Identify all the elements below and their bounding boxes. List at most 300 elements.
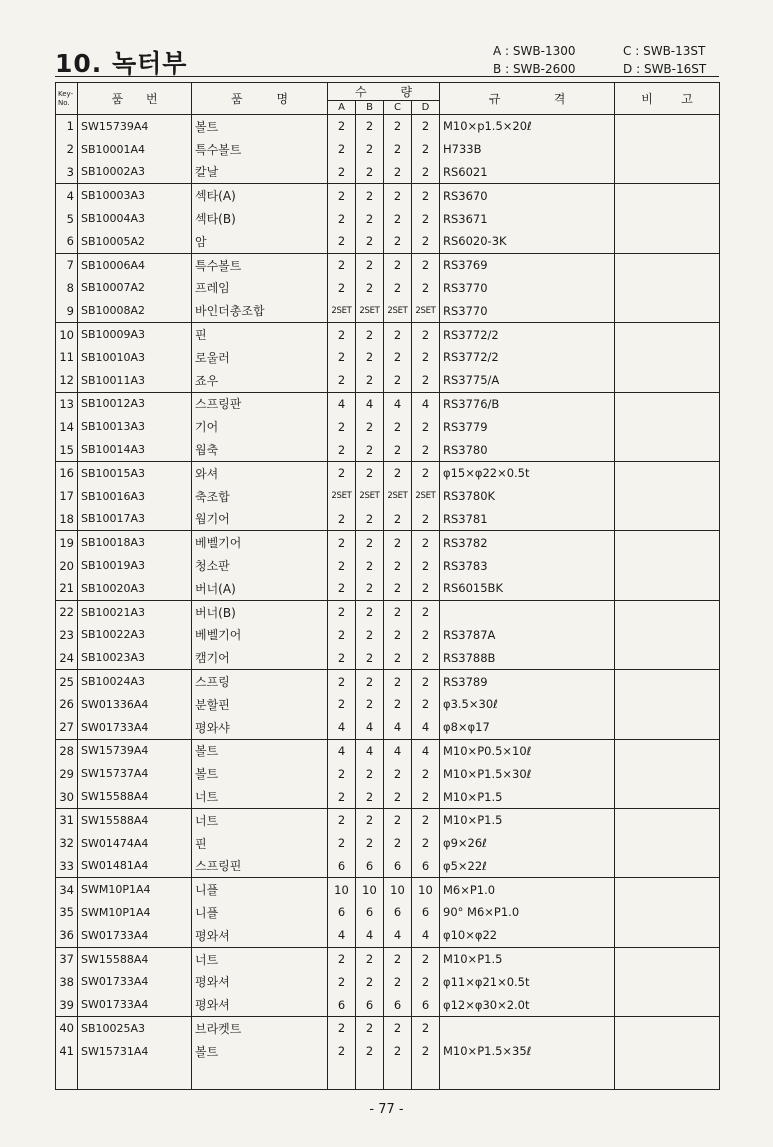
qty-a-cell: 2 [328,600,356,623]
qty-c-cell: 2 [384,115,412,138]
qty-b-cell: 2 [356,230,384,253]
qty-c-cell: 2 [384,207,412,230]
qty-a-cell: 2 [328,346,356,369]
qty-c-cell: 2 [384,970,412,993]
spec-cell: φ11×φ21×0.5t [440,970,615,993]
spec-cell: M10×P1.5 [440,947,615,970]
remarks-cell [615,115,720,138]
qty-a-cell: 2SET [328,299,356,322]
qty-a-cell: 2SET [328,485,356,508]
remarks-cell [615,554,720,577]
table-row [56,600,720,623]
part-name-cell: 프레임 [192,277,328,300]
remarks-cell [615,461,720,484]
qty-d-cell: 2 [412,207,440,230]
key-no-cell: 7 [56,253,78,276]
remarks-cell [615,1040,720,1063]
remarks-cell [615,947,720,970]
table-row [56,646,720,669]
qty-c-cell: 2 [384,646,412,669]
key-no-cell: 28 [56,739,78,762]
qty-a-cell: 10 [328,878,356,901]
part-number-cell: SB10014A3 [78,438,192,461]
spec-cell: M10×P1.5 [440,785,615,808]
part-name-cell: 평와샤 [192,716,328,739]
part-name-cell: 볼트 [192,1040,328,1063]
part-number-cell: SW01481A4 [78,855,192,878]
qty-a-cell: 2 [328,531,356,554]
qty-d-cell: 2 [412,508,440,531]
empty-cell [56,1063,78,1090]
qty-d-cell: 2 [412,577,440,600]
key-no-cell: 13 [56,392,78,415]
qty-d-cell: 2 [412,461,440,484]
part-number-cell: SB10006A4 [78,253,192,276]
qty-a-cell: 2 [328,438,356,461]
table-row [56,785,720,808]
key-no-cell: 31 [56,808,78,831]
key-no-cell: 41 [56,1040,78,1063]
qty-b-cell: 2SET [356,485,384,508]
part-number-cell: SWM10P1A4 [78,878,192,901]
key-no-cell: 30 [56,785,78,808]
part-name-cell: 암 [192,230,328,253]
qty-b-cell: 2 [356,785,384,808]
key-no-cell: 11 [56,346,78,369]
remarks-cell [615,138,720,161]
spec-cell: M10×p1.5×20ℓ [440,115,615,138]
qty-d-cell: 2 [412,808,440,831]
part-number-cell: SB10005A2 [78,230,192,253]
qty-c-cell: 2 [384,762,412,785]
table-row [56,808,720,831]
key-no-cell: 19 [56,531,78,554]
qty-b-cell: 2 [356,762,384,785]
qty-a-cell: 2 [328,646,356,669]
spec-cell: RS3772/2 [440,346,615,369]
part-name-cell: 평와셔 [192,993,328,1016]
remarks-cell [615,230,720,253]
table-row [56,115,720,138]
qty-b-cell: 2 [356,1040,384,1063]
key-no-cell: 20 [56,554,78,577]
key-no-cell: 16 [56,461,78,484]
spec-cell: RS3779 [440,415,615,438]
qty-d-cell: 2 [412,832,440,855]
table-row [56,207,720,230]
table-row [56,508,720,531]
table-row [56,554,720,577]
model-legend-item: B : SWB-2600 [493,62,576,76]
qty-b-cell: 2SET [356,299,384,322]
table-row [56,624,720,647]
qty-c-cell: 2SET [384,299,412,322]
qty-a-cell: 2 [328,808,356,831]
key-no-cell: 8 [56,277,78,300]
qty-b-cell: 2 [356,1017,384,1040]
remarks-cell [615,878,720,901]
model-legend-item: D : SWB-16ST [623,62,707,76]
empty-cell [78,1063,192,1090]
qty-b-cell: 2 [356,115,384,138]
qty-d-cell: 2 [412,369,440,392]
part-number-cell: SB10013A3 [78,415,192,438]
qty-d-cell: 2 [412,554,440,577]
remarks-cell [615,924,720,947]
qty-c-cell: 2 [384,531,412,554]
key-no-cell: 17 [56,485,78,508]
empty-cell [440,1063,615,1090]
qty-b-cell: 2 [356,184,384,207]
part-name-cell: 너트 [192,947,328,970]
qty-d-cell: 2 [412,323,440,346]
part-number-cell: SW15731A4 [78,1040,192,1063]
table-row [56,161,720,184]
qty-a-cell: 2 [328,253,356,276]
empty-cell [412,1063,440,1090]
key-no-cell: 38 [56,970,78,993]
spec-cell: RS3789 [440,670,615,693]
part-name-cell: 너트 [192,808,328,831]
spec-cell: RS6020-3K [440,230,615,253]
key-no-cell: 12 [56,369,78,392]
qty-d-cell: 2 [412,161,440,184]
qty-c-cell: 2 [384,230,412,253]
key-no-cell: 27 [56,716,78,739]
qty-d-cell: 2 [412,277,440,300]
qty-c-cell: 2 [384,277,412,300]
header-remarks: 비 고 [615,83,720,115]
part-number-cell: SB10020A3 [78,577,192,600]
table-row [56,762,720,785]
qty-a-cell: 2 [328,184,356,207]
part-name-cell: 섹타(A) [192,184,328,207]
table-row [56,138,720,161]
table-row [56,693,720,716]
qty-d-cell: 10 [412,878,440,901]
header-qty-b: B [356,101,384,115]
part-number-cell: SB10011A3 [78,369,192,392]
qty-a-cell: 2 [328,508,356,531]
part-name-cell: 평와셔 [192,924,328,947]
qty-c-cell: 2SET [384,485,412,508]
part-number-cell: SW01733A4 [78,924,192,947]
table-row [56,947,720,970]
spec-cell: φ3.5×30ℓ [440,693,615,716]
table-row [56,485,720,508]
table-row [56,369,720,392]
qty-b-cell: 2 [356,207,384,230]
table-row [56,461,720,484]
qty-d-cell: 4 [412,739,440,762]
spec-cell: φ5×22ℓ [440,855,615,878]
remarks-cell [615,624,720,647]
spec-cell: RS3671 [440,207,615,230]
part-name-cell: 죠우 [192,369,328,392]
spec-cell: RS3776/B [440,392,615,415]
spec-cell: M10×P1.5×30ℓ [440,762,615,785]
qty-b-cell: 2 [356,832,384,855]
part-number-cell: SW01336A4 [78,693,192,716]
key-no-cell: 36 [56,924,78,947]
qty-d-cell: 4 [412,716,440,739]
spec-cell: φ12×φ30×2.0t [440,993,615,1016]
spec-cell: RS3770 [440,299,615,322]
remarks-cell [615,993,720,1016]
key-no-cell: 39 [56,993,78,1016]
key-no-cell: 40 [56,1017,78,1040]
qty-c-cell: 2 [384,253,412,276]
part-number-cell: SW01474A4 [78,832,192,855]
remarks-cell [615,369,720,392]
spec-cell: RS3769 [440,253,615,276]
spec-cell: RS6021 [440,161,615,184]
part-number-cell: SW15737A4 [78,762,192,785]
remarks-cell [615,739,720,762]
qty-d-cell: 2SET [412,299,440,322]
qty-a-cell: 4 [328,739,356,762]
qty-d-cell: 2 [412,115,440,138]
part-number-cell: SW01733A4 [78,970,192,993]
part-number-cell: SW01733A4 [78,993,192,1016]
qty-b-cell: 2 [356,970,384,993]
table-row [56,901,720,924]
key-no-cell: 10 [56,323,78,346]
part-name-cell: 기어 [192,415,328,438]
part-number-cell: SB10003A3 [78,184,192,207]
qty-a-cell: 2 [328,323,356,346]
spec-cell: φ15×φ22×0.5t [440,461,615,484]
qty-c-cell: 2 [384,346,412,369]
title-divider [55,76,719,77]
remarks-cell [615,161,720,184]
part-number-cell: SB10004A3 [78,207,192,230]
parts-table [55,82,720,1090]
qty-c-cell: 4 [384,924,412,947]
qty-c-cell: 2 [384,693,412,716]
qty-a-cell: 2 [328,624,356,647]
qty-b-cell: 2 [356,415,384,438]
header-part-no: 품 번 [78,83,192,115]
spec-cell: RS3780 [440,438,615,461]
qty-b-cell: 2 [356,693,384,716]
qty-b-cell: 4 [356,924,384,947]
qty-a-cell: 4 [328,716,356,739]
key-no-cell: 37 [56,947,78,970]
header-qty-c: C [384,101,412,115]
qty-b-cell: 2 [356,346,384,369]
key-no-cell: 1 [56,115,78,138]
part-number-cell: SB10019A3 [78,554,192,577]
remarks-cell [615,299,720,322]
qty-c-cell: 4 [384,716,412,739]
table-row [56,878,720,901]
key-no-cell: 24 [56,646,78,669]
remarks-cell [615,277,720,300]
qty-a-cell: 2 [328,207,356,230]
qty-c-cell: 2 [384,461,412,484]
part-name-cell: 니플 [192,901,328,924]
qty-d-cell: 2 [412,970,440,993]
table-row [56,970,720,993]
table-row [56,832,720,855]
qty-d-cell: 2 [412,230,440,253]
part-number-cell: SB10018A3 [78,531,192,554]
spec-cell: RS3782 [440,531,615,554]
part-name-cell: 핀 [192,323,328,346]
qty-b-cell: 4 [356,739,384,762]
empty-cell [384,1063,412,1090]
qty-c-cell: 2 [384,554,412,577]
qty-c-cell: 2 [384,323,412,346]
remarks-cell [615,508,720,531]
key-no-cell: 33 [56,855,78,878]
qty-a-cell: 2 [328,762,356,785]
part-name-cell: 분할핀 [192,693,328,716]
part-number-cell: SB10022A3 [78,624,192,647]
key-no-cell: 22 [56,600,78,623]
key-no-cell: 2 [56,138,78,161]
qty-a-cell: 6 [328,901,356,924]
part-name-cell: 핀 [192,832,328,855]
spec-cell: RS3670 [440,184,615,207]
qty-a-cell: 2 [328,1040,356,1063]
empty-cell [356,1063,384,1090]
qty-a-cell: 2 [328,693,356,716]
header-qty-a: A [328,101,356,115]
part-name-cell: 캠기어 [192,646,328,669]
part-number-cell: SB10025A3 [78,1017,192,1040]
qty-b-cell: 2 [356,508,384,531]
qty-a-cell: 2 [328,554,356,577]
qty-d-cell: 2 [412,762,440,785]
qty-d-cell: 2 [412,785,440,808]
model-legend-item: A : SWB-1300 [493,44,576,58]
part-name-cell: 버너(B) [192,600,328,623]
qty-b-cell: 2 [356,554,384,577]
qty-d-cell: 2 [412,670,440,693]
header-key-no: Key-No. [56,83,78,115]
table-row [56,253,720,276]
spec-cell: RS3772/2 [440,323,615,346]
part-number-cell: SW15588A4 [78,785,192,808]
spec-cell: φ8×φ17 [440,716,615,739]
remarks-cell [615,1017,720,1040]
qty-c-cell: 2 [384,1017,412,1040]
key-no-cell: 3 [56,161,78,184]
page-number: - 77 - [369,1102,404,1117]
part-name-cell: 바인더총조합 [192,299,328,322]
qty-b-cell: 2 [356,253,384,276]
qty-d-cell: 2 [412,138,440,161]
qty-c-cell: 2 [384,415,412,438]
remarks-cell [615,184,720,207]
table-row [56,1017,720,1040]
spec-cell: RS6015BK [440,577,615,600]
part-name-cell: 볼트 [192,115,328,138]
remarks-cell [615,253,720,276]
part-number-cell: SWM10P1A4 [78,901,192,924]
qty-d-cell: 2 [412,253,440,276]
key-no-cell: 29 [56,762,78,785]
qty-b-cell: 6 [356,993,384,1016]
qty-d-cell: 6 [412,901,440,924]
qty-a-cell: 2 [328,832,356,855]
table-row [56,277,720,300]
key-no-cell: 35 [56,901,78,924]
qty-b-cell: 4 [356,392,384,415]
spec-cell: M6×P1.0 [440,878,615,901]
spec-cell: RS3783 [440,554,615,577]
part-name-cell: 니플 [192,878,328,901]
spec-cell: M10×P1.5 [440,808,615,831]
qty-b-cell: 2 [356,369,384,392]
table-row [56,438,720,461]
part-number-cell: SB10017A3 [78,508,192,531]
part-name-cell: 볼트 [192,762,328,785]
spec-cell: H733B [440,138,615,161]
table-row [56,323,720,346]
part-name-cell: 스프링핀 [192,855,328,878]
qty-c-cell: 2 [384,785,412,808]
part-number-cell: SB10015A3 [78,461,192,484]
key-no-cell: 34 [56,878,78,901]
qty-d-cell: 2 [412,438,440,461]
qty-d-cell: 6 [412,993,440,1016]
qty-d-cell: 2 [412,415,440,438]
part-number-cell: SB10002A3 [78,161,192,184]
remarks-cell [615,716,720,739]
qty-a-cell: 6 [328,855,356,878]
qty-b-cell: 2 [356,646,384,669]
qty-c-cell: 6 [384,993,412,1016]
header-spec: 규 격 [440,83,615,115]
qty-d-cell: 2 [412,1017,440,1040]
part-name-cell: 베벨기어 [192,531,328,554]
qty-a-cell: 2 [328,1017,356,1040]
qty-c-cell: 2 [384,808,412,831]
part-number-cell: SW15588A4 [78,808,192,831]
qty-c-cell: 2 [384,161,412,184]
qty-c-cell: 6 [384,901,412,924]
part-number-cell: SW15739A4 [78,115,192,138]
part-number-cell: SB10024A3 [78,670,192,693]
header-part-name: 품 명 [192,83,328,115]
remarks-cell [615,808,720,831]
table-row [56,392,720,415]
qty-c-cell: 2 [384,138,412,161]
remarks-cell [615,785,720,808]
qty-a-cell: 2 [328,785,356,808]
spec-cell: RS3781 [440,508,615,531]
qty-d-cell: 2 [412,184,440,207]
remarks-cell [615,531,720,554]
part-name-cell: 특수볼트 [192,138,328,161]
spec-cell: φ9×26ℓ [440,832,615,855]
empty-cell [192,1063,328,1090]
part-name-cell: 축조합 [192,485,328,508]
part-number-cell: SW01733A4 [78,716,192,739]
table-row [56,299,720,322]
spec-cell: RS3775/A [440,369,615,392]
table-row [56,993,720,1016]
part-name-cell: 스프링 [192,670,328,693]
key-no-cell: 21 [56,577,78,600]
qty-c-cell: 2 [384,369,412,392]
table-row-empty [56,1063,720,1090]
qty-b-cell: 2 [356,531,384,554]
qty-d-cell: 2 [412,624,440,647]
